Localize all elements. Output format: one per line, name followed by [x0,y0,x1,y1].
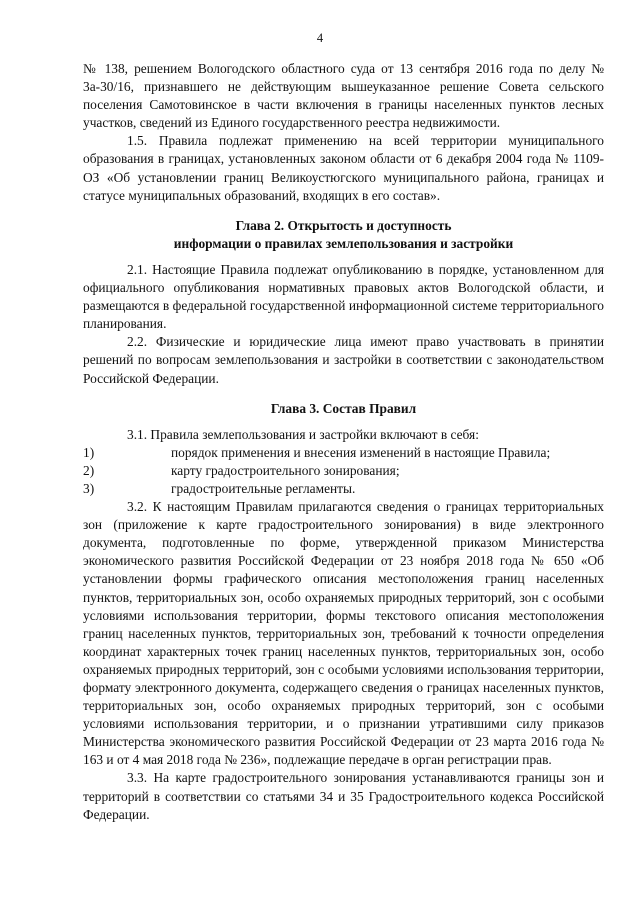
document-body [83,60,604,824]
paragraph-3-1: 3.1. Правила землепользования и застройки включают в себя: [127,426,479,442]
list-item [83,480,604,498]
list-item-text: карту градостроительного зонирования; [171,462,400,478]
paragraph-2-1: 2.1. Настоящие Правила подлежат опубликованию в порядке, установленном для официального опубликования нормативных правовых актов Вологодской области, и размещаются в федеральной государственной информационной системе территориального планирования. [83,261,604,332]
list-item-text: порядок применения и внесения изменений в настоящие Правила; [171,444,551,460]
chapter-2-title-line-2: информации о правилах землепользования и застройки [173,235,514,251]
list-item [83,444,604,462]
list-item-text: градостроительные регламенты. [171,480,356,496]
list-item-number: 1) [83,444,95,460]
paragraph-1-5: 1.5. Правила подлежат применению на всей территории муниципального образования в границах, установленных законом области от 6 декабря 2004 года № 1109-ОЗ «Об установлении границ Великоустюгского муниципального района, границах и статусе муниципальных образований, входящих в его состав». [83,133,604,203]
paragraph-3-3: 3.3. На карте градостроительного зонирования устанавливаются границы зон и территорий в соответствии со статьями 34 и 35 Градостроительного кодекса Российской Федерации. [83,770,604,822]
list-item-number: 3) [83,480,95,496]
chapter-3-title: Глава 3. Состав Правил [270,400,417,416]
paragraph-3-2: 3.2. К настоящим Правилам прилагаются сведения о границах территориальных зон (приложение к карте градостроительного зонирования) в виде электронного документа, подготовленные по форме, утвержденной приказом Министерства экономического развития Российской Федерации от 23 ноября 2018 года № 650 «Об установлении формы графического описания местоположения границ населенных пунктов, территориальных зон, особо охраняемых природных территорий, зон с особыми условиями использования территории, формы текстового описания местоположения границ населенных пунктов, территориальных зон, требований к точности определения координат характерных точек границ населенных пунктов, территориальных зон, особо охраняемых природных территорий, зон с особыми условиями использования территории, формату электронного документа, содержащего сведения о границах населенных пунктов, территориальных зон, особо охраняемых природных территорий, зон с особыми условиями использования территории, и о признании утратившими силу приказов Министерства экономического развития Российской Федерации от 23 марта 2016 года № 163 и от 4 мая 2018 года № 236», подлежащие передаче в орган регистрации прав. [83,499,604,768]
list-item [83,462,604,480]
paragraph-continuation: № 138, решением Вологодского областного суда от 13 сентября 2016 года по делу № 3а-30/16, признавшего не действующим вышеуказанное решение Совета сельского поселения Самотовинское в части включения в границы населенных пунктов лесных участков, сведений из Единого государственного реестра недвижимости. [83,61,604,131]
chapter-2-title-line-1: Глава 2. Открытость и доступность [235,217,452,233]
paragraph-2-2: 2.2. Физические и юридические лица имеют право участвовать в принятии решений по вопросам землепользования и застройки в соответствии с законодательством Российской Федерации. [83,334,604,386]
page-number: 4 [316,31,324,45]
list-item-number: 2) [83,462,95,478]
